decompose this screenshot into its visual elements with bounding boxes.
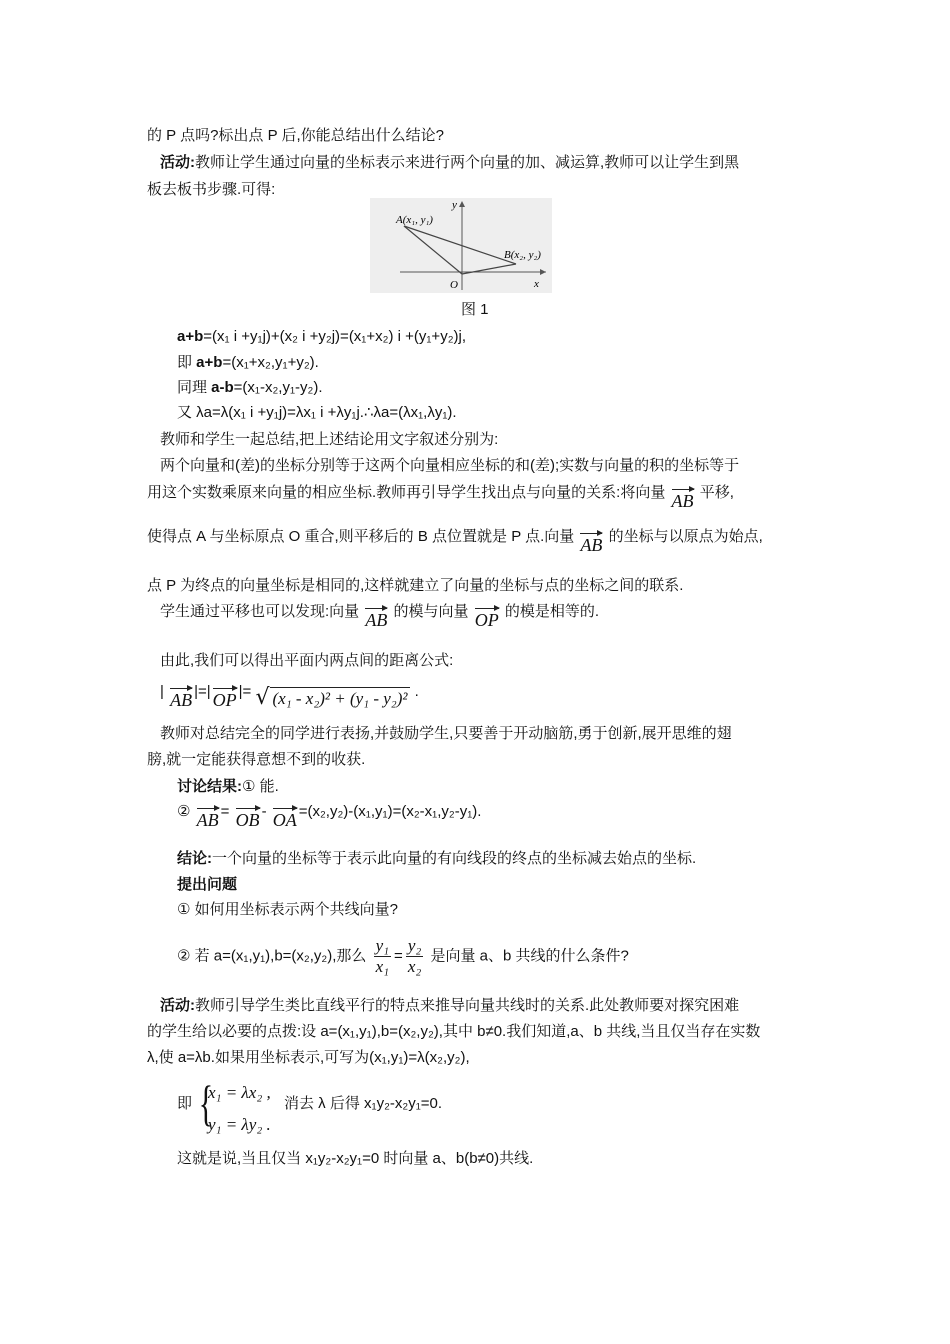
- figure-1: [370, 198, 552, 293]
- text-span: 一个向量的坐标等于表示此向量的有向线段的终点的坐标减去始点的坐标.: [212, 850, 697, 867]
- text-span: =: [394, 947, 403, 965]
- fraction-y1-x1: [374, 936, 391, 977]
- vector-AB: [365, 604, 387, 632]
- text-span: 的模是相等的.: [504, 603, 600, 620]
- vector-AB: [197, 804, 219, 832]
- elimination-result: 消去 λ 后得 x₁y₂-x₂y₁=0.: [284, 1095, 443, 1112]
- text-line-with-vector: [160, 602, 599, 632]
- question-2: [177, 936, 629, 977]
- discussion-label: 讨论结果:: [177, 778, 242, 795]
- equation-difference: [177, 378, 323, 398]
- vector-label: OP: [474, 610, 499, 630]
- text-span: ① 能.: [242, 778, 279, 795]
- text-span: ② 若 a=(x₁,y₁),b=(x₂,y₂),那么: [177, 947, 367, 965]
- text-span: |=: [238, 683, 252, 700]
- vector-AB: [170, 684, 192, 712]
- text-line-with-vector: [147, 527, 763, 557]
- text-span: 用这个实数乘原来向量的相应坐标.教师再引导学生找出点与向量的关系:将向量: [147, 484, 666, 501]
- text-span: 同理: [177, 379, 212, 396]
- equation-scalar: 又 λa=λ(x₁ i +y₁j)=λx₁ i +λy₁j.∴λa=(λx₁,λy₁).: [177, 404, 457, 421]
- text-span: =(x₁-x₂,y₁-y₂).: [233, 379, 323, 396]
- text-line: 教师对总结完全的同学进行表扬,并鼓励学生,只要善于开动脑筋,勇于创新,展开思维的翅: [160, 725, 732, 742]
- text-span: |: [160, 683, 164, 700]
- question-1: ① 如何用坐标表示两个共线向量?: [177, 901, 398, 918]
- text-line: 膀,就一定能获得意想不到的收获.: [147, 751, 366, 768]
- text-span: -: [261, 803, 267, 820]
- vector-AB: [580, 529, 602, 557]
- left-brace: {: [198, 1075, 214, 1131]
- text-span: 平移,: [699, 484, 734, 501]
- text-span: 学生通过平移也可以发现:向量: [160, 603, 360, 620]
- bold-term: a-b: [211, 379, 234, 396]
- system-prefix: 即: [177, 1095, 193, 1112]
- text-span: 即: [177, 354, 197, 371]
- vector-label: AB: [196, 810, 219, 830]
- text-span: 的模与向量: [393, 603, 469, 620]
- text-line: 两个向量和(差)的坐标分别等于这两个向量相应坐标的和(差);实数与向量的积的坐标等于: [160, 457, 740, 474]
- vector-OA: [273, 804, 297, 832]
- activity-label: 活动:: [160, 154, 195, 171]
- text-line: 教师和学生一起总结,把上述结论用文字叙述分别为:: [160, 431, 499, 448]
- text-span: .: [414, 683, 419, 700]
- label-y: y: [452, 199, 457, 211]
- text-line: 的 P 点吗?标出点 P 后,你能总结出什么结论?: [147, 127, 444, 144]
- text-line: 的学生给以必要的点拨:设 a=(x₁,y₁),b=(x₂,y₂),其中 b≠0.我们知道,a、b 共线,当且仅当存在实数: [147, 1023, 761, 1040]
- text-line: 点 P 为终点的向量坐标是相同的,这样就建立了向量的坐标与点的坐标之间的联系.: [147, 577, 684, 594]
- vector-label: OB: [235, 810, 260, 830]
- conclusion-label: 结论:: [177, 850, 212, 867]
- equation-sum: [177, 327, 466, 347]
- text-line: 由此,我们可以得出平面内两点间的距离公式:: [160, 652, 454, 669]
- root-expression: (x₁ - x₂)² + (y₁ - y₂)²: [270, 687, 411, 708]
- denominator: x₁: [375, 957, 390, 976]
- fraction-y2-x2: [406, 936, 423, 977]
- vector-OP: [475, 604, 499, 632]
- text-line: 板去板书步骤.可得:: [147, 181, 276, 198]
- distance-formula: [160, 682, 419, 712]
- text-line-with-vector: [147, 483, 734, 513]
- text-span: 教师让学生通过向量的坐标表示来进行两个向量的加、减运算,教师可以让学生到黑: [195, 154, 740, 171]
- activity-label: 活动:: [160, 997, 195, 1014]
- text-span: =(x₁ i +y₁j)+(x₂ i +y₂j)=(x₁+x₂) i +(y₁+y₂)j,: [203, 328, 467, 345]
- conclusion: [177, 849, 696, 869]
- label-O: O: [450, 279, 458, 291]
- vector-label: AB: [580, 535, 603, 555]
- vector-label: OP: [212, 690, 237, 710]
- activity-paragraph: [160, 153, 739, 173]
- text-span: |=|: [194, 683, 211, 700]
- vector-OB: [236, 804, 260, 832]
- discussion-result: [177, 777, 279, 797]
- vector-label: AB: [365, 610, 388, 630]
- denominator: x₂: [407, 957, 422, 976]
- label-B: B(x₂, y₂): [504, 249, 541, 261]
- vector-label: AB: [170, 690, 193, 710]
- equation-sum-coords: [177, 353, 319, 373]
- section-heading: 提出问题: [177, 876, 238, 893]
- system-equation-2: y₁ = λy₂ .: [208, 1115, 271, 1134]
- activity-paragraph: [160, 996, 739, 1016]
- vector-AB: [672, 485, 694, 513]
- text-line: λ,使 a=λb.如果用坐标表示,可写为(x₁,y₁)=λ(x₂,y₂),: [147, 1049, 470, 1066]
- vector-label: AB: [671, 491, 694, 511]
- vector-OP: [213, 684, 237, 712]
- vector-label: OA: [272, 810, 297, 830]
- system-equation-1: x₁ = λx₂ ,: [208, 1083, 271, 1102]
- label-x: x: [534, 278, 539, 290]
- square-root: √ (x₁ - x₂)² + (y₁ - y₂)²: [255, 688, 410, 710]
- text-span: 教师引导学生类比直线平行的特点来推导向量共线时的关系.此处教师要对探究困难: [195, 997, 740, 1014]
- discussion-equation: [177, 802, 481, 832]
- bold-term: a+b: [177, 328, 204, 345]
- text-span: ②: [177, 803, 191, 820]
- text-span: =(x₂,y₂)-(x₁,y₁)=(x₂-x₁,y₂-y₁).: [298, 803, 482, 820]
- text-span: 的坐标与以原点为始点,: [608, 528, 763, 545]
- numerator: y₁: [375, 936, 390, 955]
- final-statement: 这就是说,当且仅当 x₁y₂-x₂y₁=0 时向量 a、b(b≠0)共线.: [177, 1150, 534, 1167]
- text-span: 是向量 a、b 共线的什么条件?: [430, 947, 629, 965]
- label-A: A(x₁, y₁): [396, 214, 433, 226]
- text-span: 使得点 A 与坐标原点 O 重合,则平移后的 B 点位置就是 P 点.向量: [147, 528, 575, 545]
- figure-caption: 图 1: [461, 301, 489, 318]
- numerator: y₂: [407, 936, 422, 955]
- text-span: =: [220, 803, 230, 820]
- text-span: =(x₁+x₂,y₁+y₂).: [222, 354, 319, 371]
- bold-term: a+b: [196, 354, 223, 371]
